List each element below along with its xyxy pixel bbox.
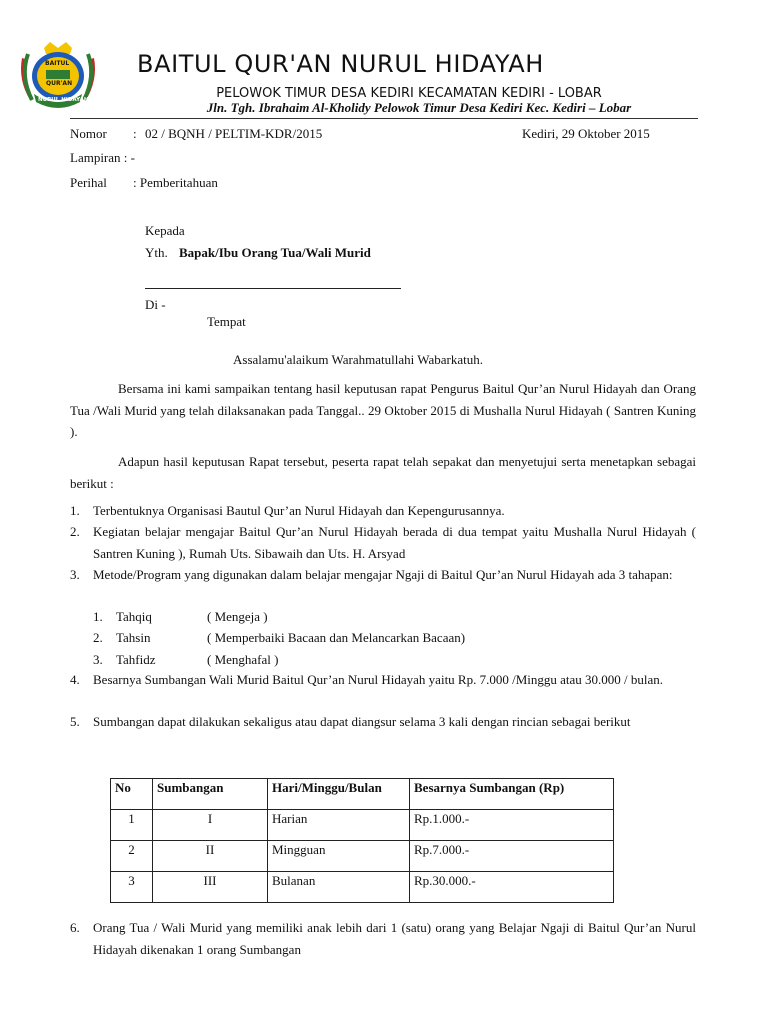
table-row <box>111 810 614 841</box>
list-item <box>70 711 696 733</box>
table-header-cell: No <box>111 779 153 810</box>
kepada: Kepada <box>145 223 185 238</box>
list-item-number: 5. <box>70 714 80 729</box>
table-header-row <box>111 779 614 810</box>
list-item <box>70 917 696 960</box>
organization-location: PELOWOK TIMUR DESA KEDIRI KECAMATAN KEDIRI - LOBAR <box>216 86 602 101</box>
table-cell: Rp.30.000.- <box>410 872 614 903</box>
perihal-label: Perihal <box>70 175 107 190</box>
list-item-text: Sumbangan dapat dilakukan sekaligus atau dapat diangsur selama 3 kali dengan rincian sebagai berikut <box>93 714 631 729</box>
di-label: Di - <box>145 297 166 312</box>
table-cell: I <box>153 810 268 841</box>
stage-description: ( Memperbaiki Bacaan dan Melancarkan Bacaan) <box>207 630 466 645</box>
list-item-number: 4. <box>70 672 80 687</box>
list-item-text: Terbentuknya Organisasi Bautul Qur’an Nurul Hidayah dan Kepengurusannya. <box>93 503 505 518</box>
table-header-cell: Hari/Minggu/Bulan <box>268 779 410 810</box>
paragraph-2 <box>70 451 696 494</box>
table-cell: 1 <box>111 810 153 841</box>
stage-name: Tahfidz <box>116 652 156 667</box>
organization-name: BAITUL QUR'AN NURUL HIDAYAH <box>137 50 544 78</box>
organization-address: Jln. Tgh. Ibrahaim Al-Kholidy Pelowok Timur Desa Kediri Kec. Kediri – Lobar <box>206 100 632 115</box>
table-cell: Harian <box>268 810 410 841</box>
stage-description: ( Menghafal ) <box>207 652 279 667</box>
nomor-separator: : <box>133 126 137 141</box>
list-item-number: 1. <box>70 503 80 518</box>
list-item-number: 6. <box>70 920 80 935</box>
stage-number: 1. <box>93 609 103 624</box>
stage-description: ( Mengeja ) <box>207 609 268 624</box>
table-cell: 3 <box>111 872 153 903</box>
table-cell: Bulanan <box>268 872 410 903</box>
list-item <box>70 500 696 522</box>
stage-name: Tahsin <box>116 630 151 645</box>
table-cell: III <box>153 872 268 903</box>
table-header-cell: Besarnya Sumbangan (Rp) <box>410 779 614 810</box>
paragraph-1-text: Bersama ini kami sampaikan tentang hasil keputusan rapat Pengurus Baitul Qur’an Nurul Hidayah dan Orang Tua /Wali Murid yang telah dilaksanakan pada Tanggal.. 29 Oktober 2015 di Mushalla Nurul Hidayah ( Santren Kuning ). <box>70 381 696 439</box>
list-item-number: 3. <box>70 567 80 582</box>
table-cell: Rp.7.000.- <box>410 841 614 872</box>
paragraph-1 <box>70 378 696 443</box>
logo-text-3: NURUL HIDAYAH <box>38 97 89 103</box>
letter-date: Kediri, 29 Oktober 2015 <box>522 126 650 141</box>
nomor-label: Nomor <box>70 126 107 141</box>
stage-name: Tahqiq <box>116 609 152 624</box>
lampiran: Lampiran : - <box>70 150 135 165</box>
table-row <box>111 841 614 872</box>
letterhead-divider <box>70 118 698 119</box>
recipient-line <box>145 288 401 289</box>
nomor-value: 02 / BQNH / PELTIM-KDR/2015 <box>145 126 323 141</box>
logo-text-1: BAITUL <box>45 60 70 67</box>
tempat: Tempat <box>207 314 246 329</box>
list-item <box>70 669 696 691</box>
list-item-text: Metode/Program yang digunakan dalam belajar mengajar Ngaji di Baitul Qur’an Nurul Hidayah ada 3 tahapan: <box>93 567 673 582</box>
paragraph-2-text: Adapun hasil keputusan Rapat tersebut, peserta rapat telah sepakat dan menyetujui serta menetapkan sebagai berikut : <box>70 454 696 491</box>
list-item <box>70 564 696 586</box>
greeting: Assalamu'alaikum Warahmatullahi Wabarkatuh. <box>233 352 483 367</box>
stage-item <box>70 606 696 628</box>
table-cell: II <box>153 841 268 872</box>
table-cell: 2 <box>111 841 153 872</box>
table-cell: Mingguan <box>268 841 410 872</box>
table-row <box>111 872 614 903</box>
recipient-name: Bapak/Ibu Orang Tua/Wali Murid <box>179 245 371 260</box>
stage-number: 3. <box>93 652 103 667</box>
logo-text-2: QUR'AN <box>46 80 73 87</box>
list-item-text: Besarnya Sumbangan Wali Murid Baitul Qur’an Nurul Hidayah yaitu Rp. 7.000 /Minggu atau 30.000 / bulan. <box>93 672 664 687</box>
yth: Yth. <box>145 245 168 260</box>
contribution-table <box>110 778 614 903</box>
perihal-value: : Pemberitahuan <box>133 175 218 190</box>
table-cell: Rp.1.000.- <box>410 810 614 841</box>
stage-item <box>70 649 696 671</box>
list-item-text: Orang Tua / Wali Murid yang memiliki anak lebih dari 1 (satu) orang yang Belajar Ngaji di Baitul Qur’an Nurul Hidayah dikenakan 1 orang Sumbangan <box>93 920 696 957</box>
stage-number: 2. <box>93 630 103 645</box>
list-item-number: 2. <box>70 524 80 539</box>
table-header-cell: Sumbangan <box>153 779 268 810</box>
list-item <box>70 521 696 564</box>
list-item-text: Kegiatan belajar mengajar Baitul Qur’an Nurul Hidayah berada di dua tempat yaitu Mushalla Nurul Hidayah ( Santren Kuning ), Rumah Uts. Sibawaih dan Uts. H. Arsyad <box>93 524 696 561</box>
stage-item <box>70 627 696 649</box>
